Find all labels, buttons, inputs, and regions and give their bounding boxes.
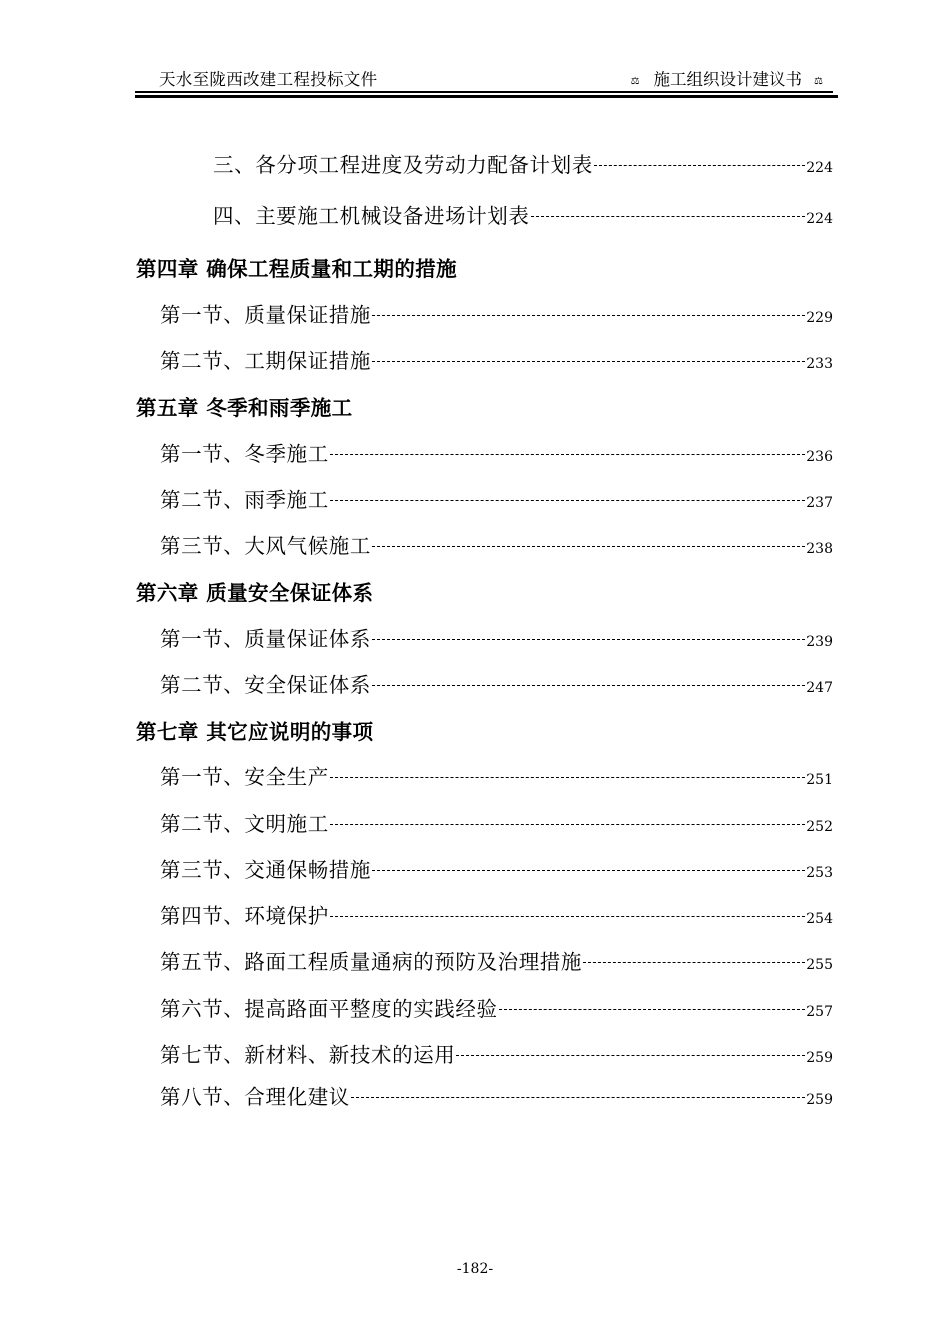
toc-entry-label: 第六节、提高路面平整度的实践经验 [160, 997, 498, 1021]
toc-entry-label: 第一节、冬季施工 [160, 442, 329, 466]
toc-chapter-heading[interactable]: 第五章 冬季和雨季施工 [136, 396, 353, 420]
toc-entry-page: 224 [806, 160, 833, 176]
toc-leader [372, 638, 805, 640]
toc-entry[interactable] [160, 760, 833, 790]
toc-entry-page: 238 [806, 541, 833, 557]
toc-entry-label: 第三节、大风气候施工 [160, 534, 371, 558]
toc-leader [583, 961, 805, 963]
toc-entry-label: 第七节、新材料、新技术的运用 [160, 1043, 456, 1067]
toc-leader [499, 1008, 806, 1010]
toc-entry-page: 259 [806, 1050, 833, 1066]
toc-entry[interactable] [160, 622, 833, 652]
toc-entry[interactable] [160, 899, 833, 929]
car-icon: ⚖ [814, 75, 823, 87]
toc-leader [531, 215, 806, 217]
toc-leader [372, 545, 805, 547]
toc-leader [594, 164, 805, 166]
toc-entry-page: 259 [806, 1092, 833, 1108]
toc-leader [372, 869, 805, 871]
toc-entry-label: 第二节、雨季施工 [160, 488, 329, 512]
toc-entry[interactable] [160, 529, 833, 559]
toc-leader [330, 915, 805, 917]
toc-entry-label: 第八节、合理化建议 [160, 1085, 350, 1109]
toc-entry-page: 239 [806, 634, 833, 650]
toc-leader [330, 823, 805, 825]
toc-entry[interactable] [160, 344, 833, 374]
toc-entry-label: 第四节、环境保护 [160, 904, 329, 928]
toc-entry[interactable] [213, 199, 833, 229]
toc-entry[interactable] [160, 483, 833, 513]
toc-entry-page: 236 [806, 449, 833, 465]
toc-entry-page: 233 [806, 356, 833, 372]
toc-leader [330, 453, 805, 455]
toc-entry-page: 251 [806, 772, 833, 788]
toc-entry[interactable] [160, 807, 833, 837]
toc-leader [330, 499, 805, 501]
toc-leader [372, 684, 805, 686]
toc-entry-label: 第一节、质量保证措施 [160, 303, 371, 327]
toc-entry-label: 第二节、工期保证措施 [160, 349, 371, 373]
toc-entry-page: 252 [806, 819, 833, 835]
car-icon: ⚖ [630, 75, 640, 87]
toc-leader [330, 776, 805, 778]
toc-entry-page: 229 [806, 310, 833, 326]
toc-entry[interactable] [160, 1080, 833, 1110]
toc-entry-label: 三、各分项工程进度及劳动力配备计划表 [213, 153, 593, 177]
toc-entry-label: 第三节、交通保畅措施 [160, 858, 371, 882]
toc-chapter-heading[interactable]: 第七章 其它应说明的事项 [136, 720, 374, 744]
toc-entry-page: 224 [806, 211, 833, 227]
toc-leader [456, 1054, 805, 1056]
toc-entry[interactable] [160, 668, 833, 698]
toc-chapter-heading[interactable]: 第四章 确保工程质量和工期的措施 [136, 257, 458, 281]
toc-entry[interactable] [160, 1038, 833, 1068]
toc-entry-label: 第二节、安全保证体系 [160, 673, 371, 697]
toc-leader [372, 360, 805, 362]
header-section-title: 施工组织设计建议书 [653, 70, 803, 89]
toc-leader [351, 1096, 805, 1098]
toc-entry-label: 四、主要施工机械设备进场计划表 [213, 204, 530, 228]
toc-entry-label: 第一节、安全生产 [160, 765, 329, 789]
toc-entry-page: 255 [806, 957, 833, 973]
toc-entry[interactable] [160, 945, 833, 975]
toc-entry[interactable] [160, 437, 833, 467]
toc-entry-label: 第一节、质量保证体系 [160, 627, 371, 651]
toc-entry-label: 第五节、路面工程质量通病的预防及治理措施 [160, 950, 582, 974]
toc-entry-page: 237 [806, 495, 833, 511]
page-number: -182- [456, 1261, 494, 1277]
toc-chapter-heading[interactable]: 第六章 质量安全保证体系 [136, 581, 374, 605]
toc-entry[interactable] [160, 853, 833, 883]
toc-entry-page: 254 [806, 911, 833, 927]
toc-entry[interactable] [160, 992, 833, 1022]
toc-entry-page: 257 [806, 1004, 833, 1020]
header-document-title: 天水至陇西改建工程投标文件 [159, 70, 378, 89]
toc-entry-page: 247 [806, 680, 833, 696]
toc-entry-page: 253 [806, 865, 833, 881]
toc-entry-label: 第二节、文明施工 [160, 812, 329, 836]
toc-entry[interactable] [213, 148, 833, 178]
toc-entry[interactable] [160, 298, 833, 328]
toc-leader [372, 314, 805, 316]
